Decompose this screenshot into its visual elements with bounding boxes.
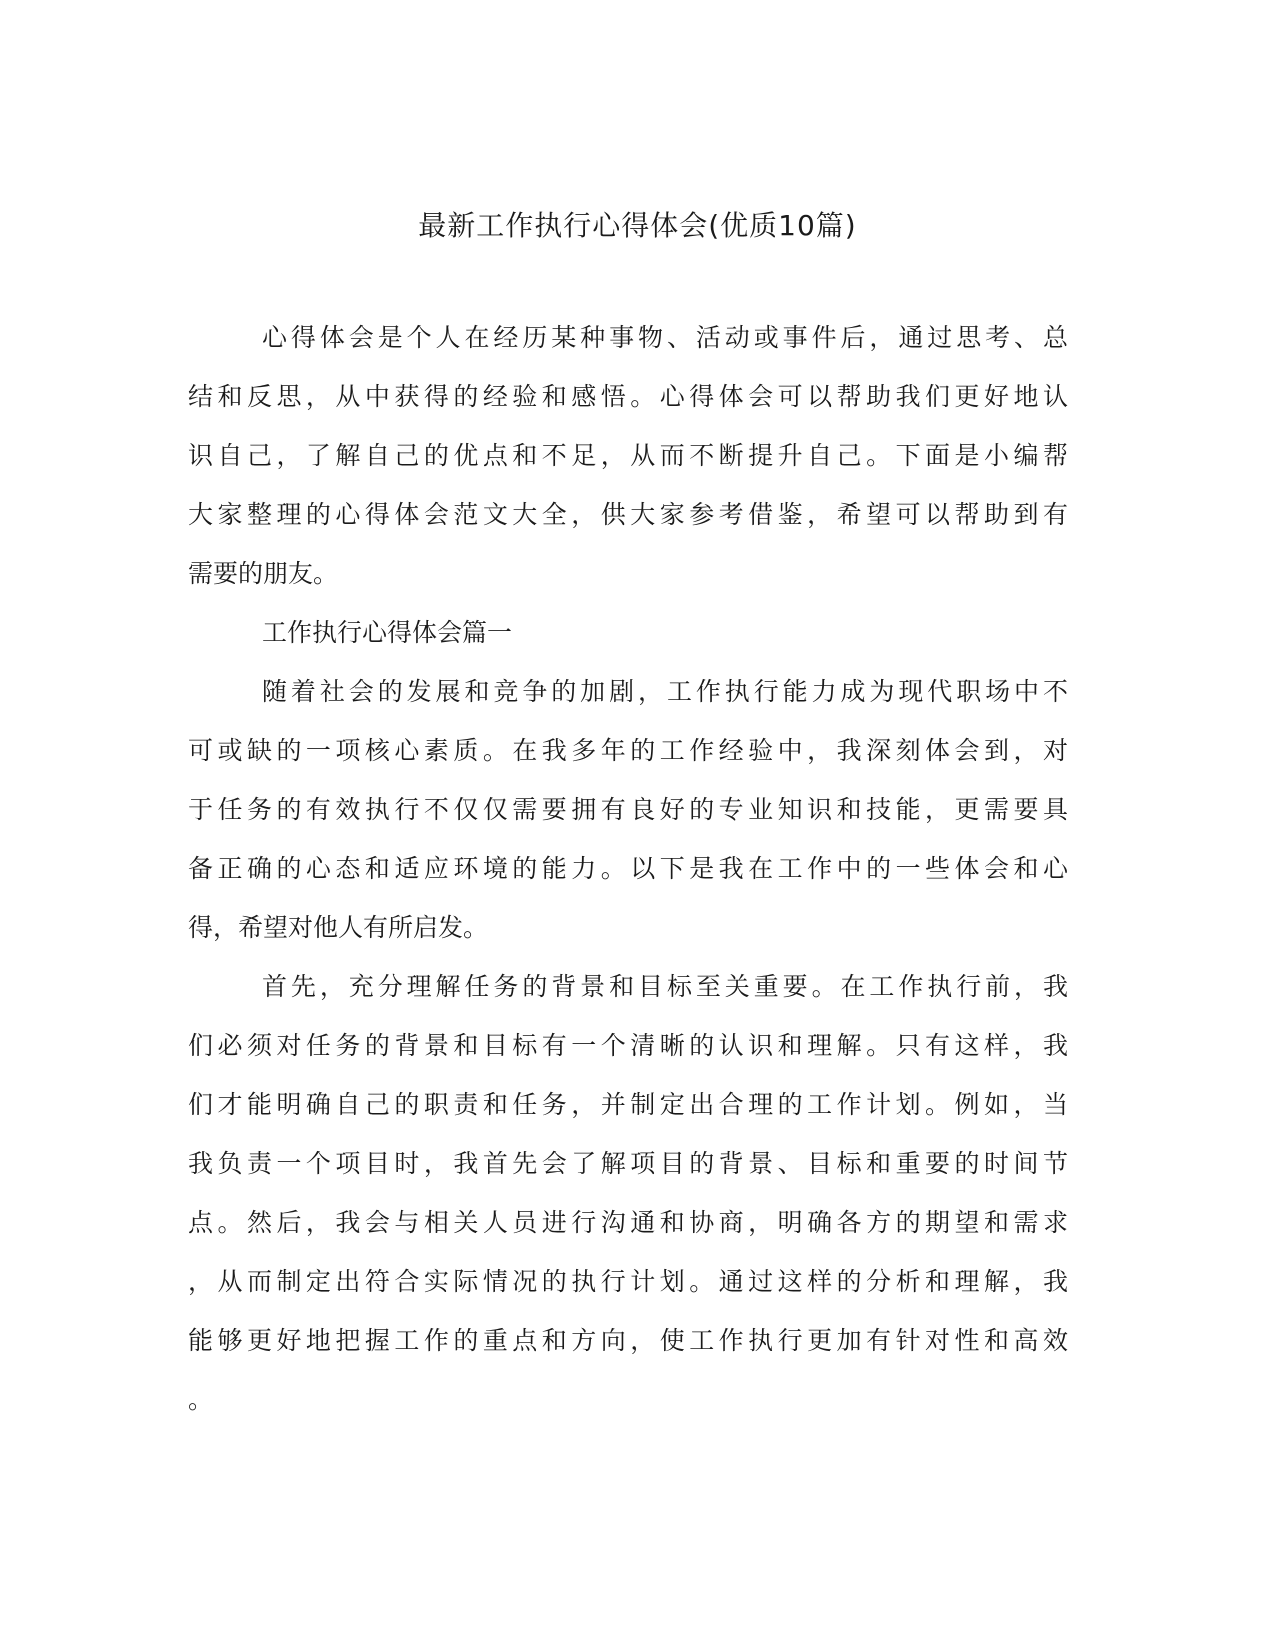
- paragraph-line: 们才能明确自己的职责和任务，并制定出合理的工作计划。例如，当: [188, 1090, 1068, 1119]
- paragraph-line: 可或缺的一项核心素质。在我多年的工作经验中，我深刻体会到，对: [188, 736, 1068, 765]
- paragraph-line: 心得体会是个人在经历某种事物、活动或事件后，通过思考、总: [262, 323, 1068, 352]
- paragraph-line: 得，希望对他人有所启发。: [188, 913, 489, 942]
- paragraph-line: 大家整理的心得体会范文大全，供大家参考借鉴，希望可以帮助到有: [188, 500, 1068, 529]
- section-heading: 工作执行心得体会篇一: [262, 618, 513, 647]
- paragraph-line: 首先，充分理解任务的背景和目标至关重要。在工作执行前，我: [262, 972, 1068, 1001]
- paragraph-line: 识自己，了解自己的优点和不足，从而不断提升自己。下面是小编帮: [188, 441, 1068, 470]
- paragraph-line: 于任务的有效执行不仅仅需要拥有良好的专业知识和技能，更需要具: [188, 795, 1068, 824]
- paragraph-line: 备正确的心态和适应环境的能力。以下是我在工作中的一些体会和心: [188, 854, 1068, 883]
- paragraph-line: 需要的朋友。: [188, 559, 339, 588]
- paragraph-line: 点。然后，我会与相关人员进行沟通和协商，明确各方的期望和需求: [188, 1208, 1068, 1237]
- paragraph-line: 结和反思，从中获得的经验和感悟。心得体会可以帮助我们更好地认: [188, 382, 1068, 411]
- paragraph-line: ，从而制定出符合实际情况的执行计划。通过这样的分析和理解，我: [188, 1267, 1068, 1296]
- document-title: 最新工作执行心得体会(优质10篇): [418, 209, 857, 242]
- paragraph-line: 。: [188, 1385, 214, 1414]
- paragraph-line: 我负责一个项目时，我首先会了解项目的背景、目标和重要的时间节: [188, 1149, 1068, 1178]
- paragraph-line: 们必须对任务的背景和目标有一个清晰的认识和理解。只有这样，我: [188, 1031, 1068, 1060]
- paragraph-line: 能够更好地把握工作的重点和方向，使工作执行更加有针对性和高效: [188, 1326, 1068, 1355]
- paragraph-line: 随着社会的发展和竞争的加剧，工作执行能力成为现代职场中不: [262, 677, 1068, 706]
